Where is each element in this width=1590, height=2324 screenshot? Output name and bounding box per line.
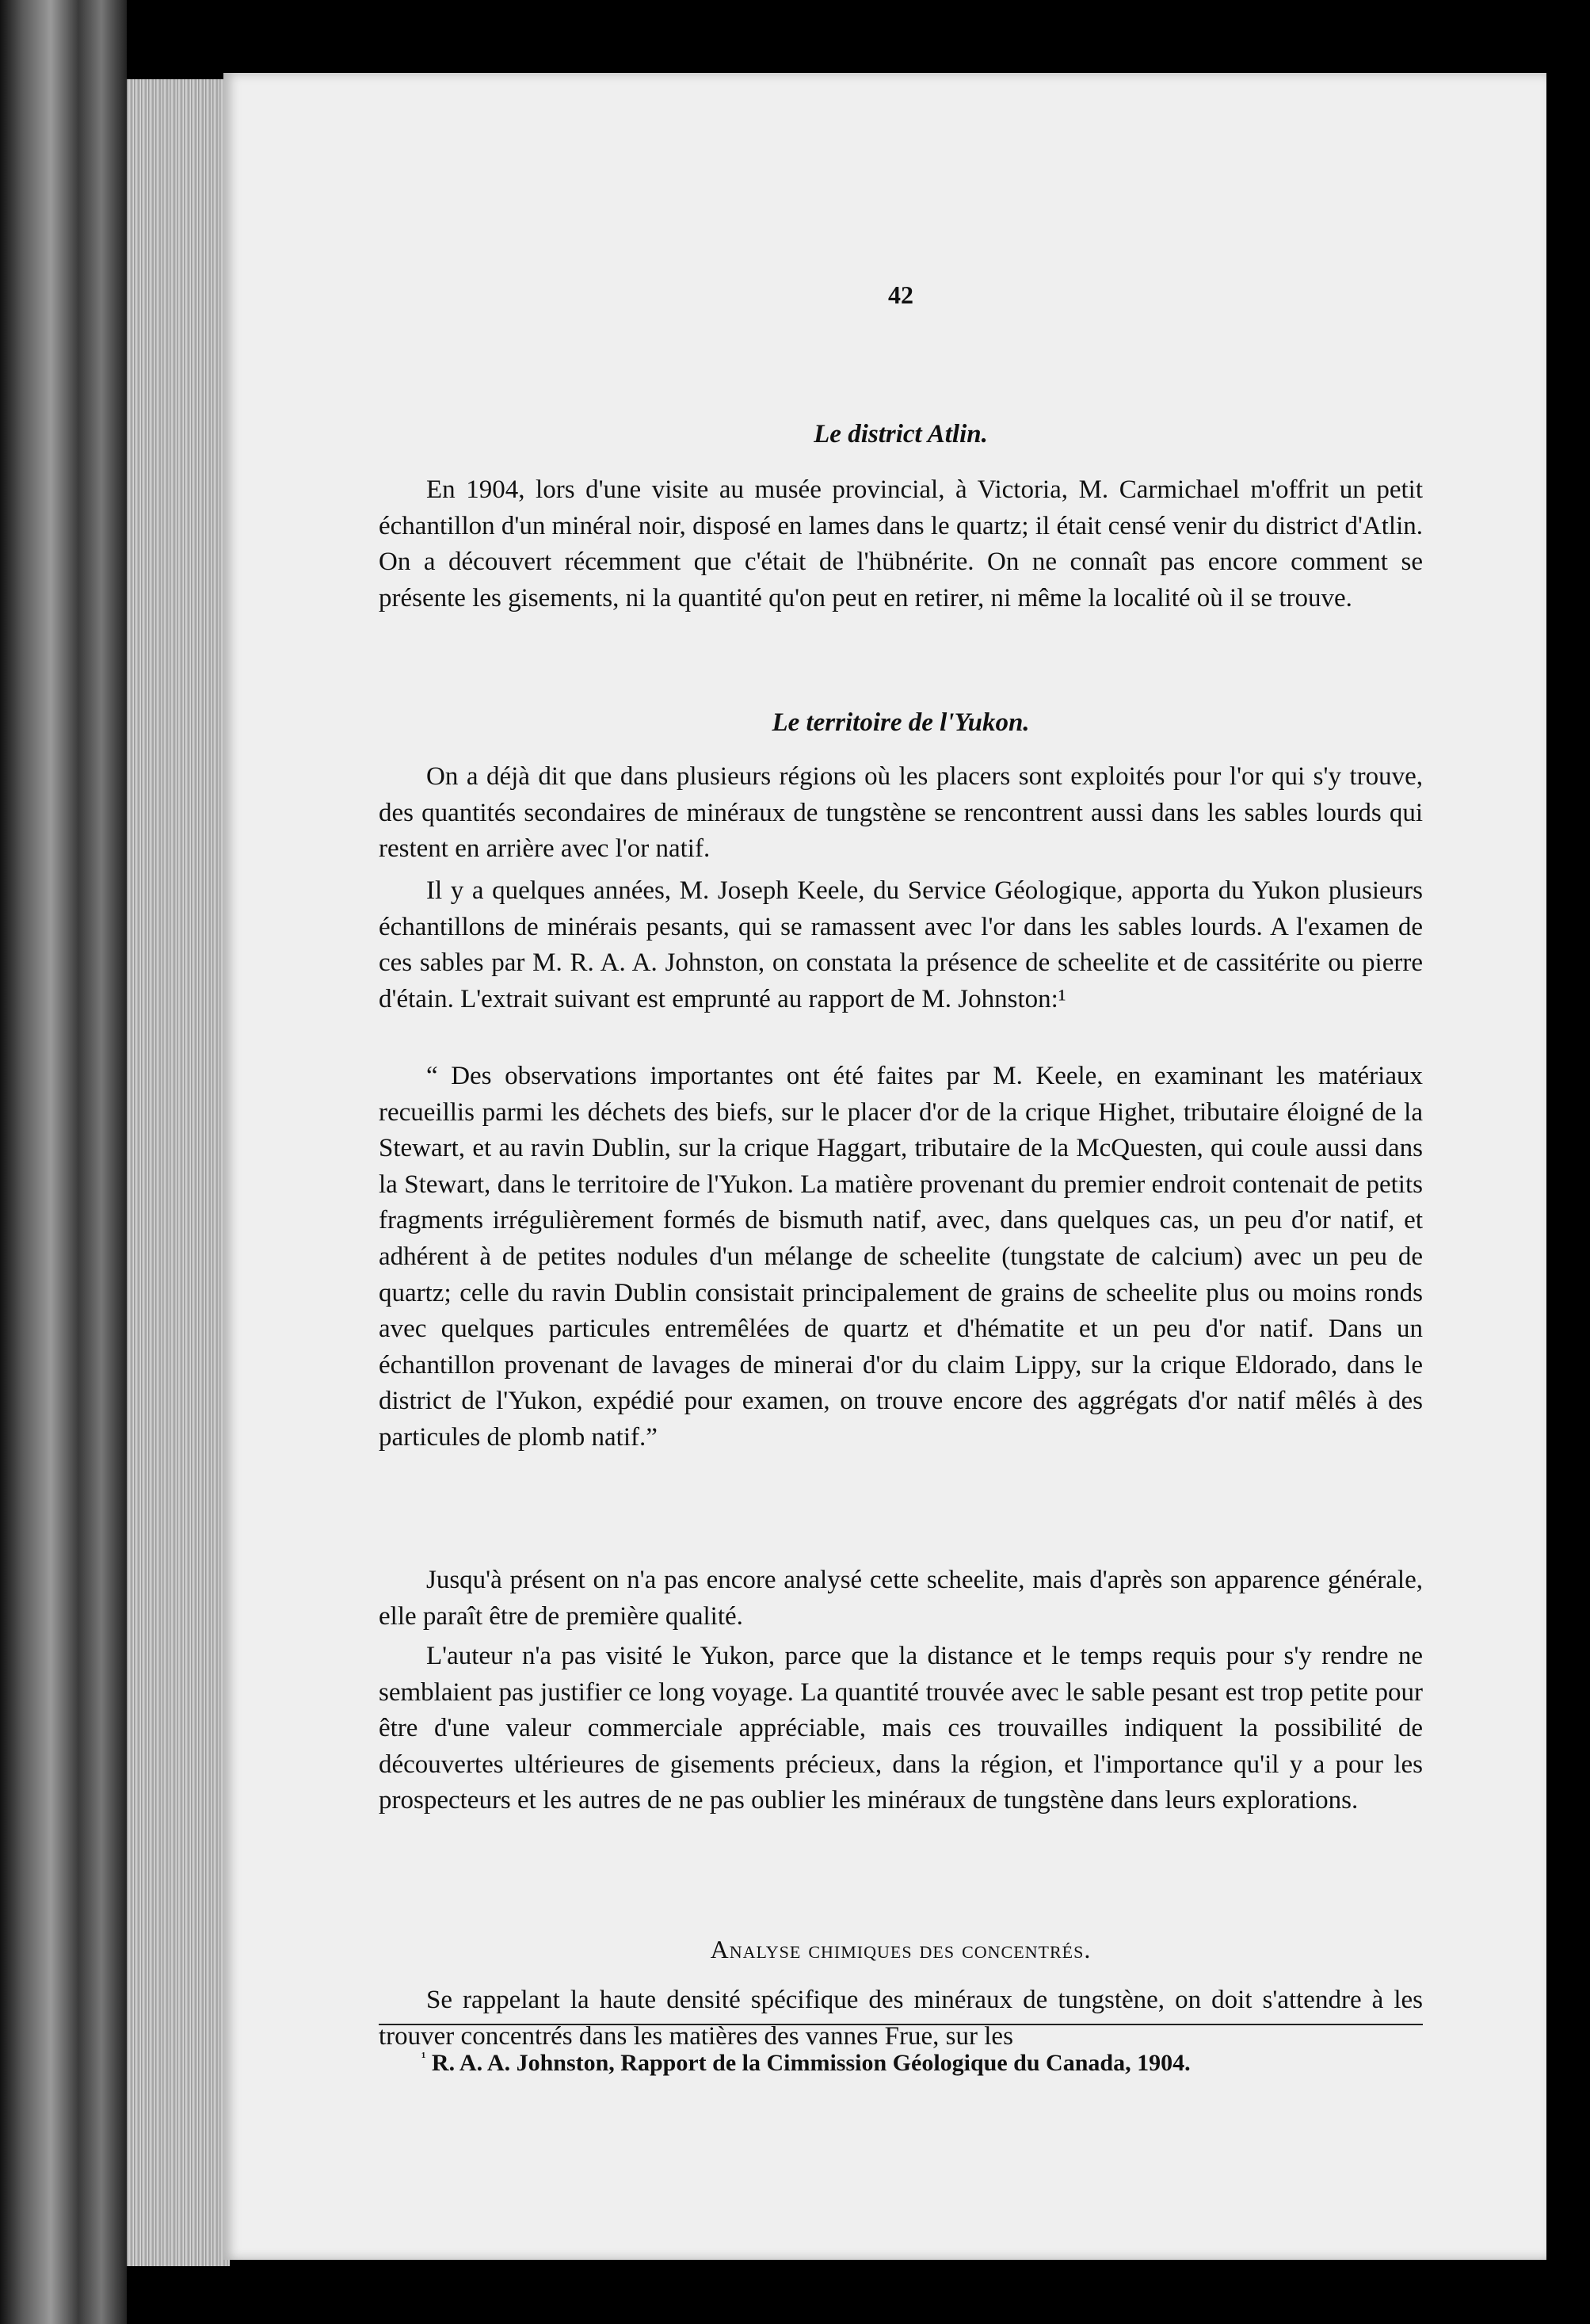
paragraph-yukon-5: L'auteur n'a pas visité le Yukon, parce que la distance et le temps requis pour s'y rendre ne semblaient pas justifier ce long voyage. La quantité trouvée avec le sable pesant est trop petite pour être d'une valeur commerciale appréciable, mais ces trouvailles indiquent la possibilité de découvertes ultérieures de gisements précieux, dans la région, et l'importance qu'il y a pour les prospecteurs et les autres de ne pas oublier les minéraux de tungstène dans leurs explorations. [379,1642,1423,1815]
paragraph-analyse: Se rappelant la haute densité spécifique des minéraux de tungstène, on doit s'attendre à les trouver concentrés dans les matières des vannes Frue, sur les [379,1986,1423,2051]
section-heading-yukon: Le territoire de l'Yukon. [772,708,1030,737]
paragraph-yukon-2: Il y a quelques années, M. Joseph Keele, du Service Géologique, apporta du Yukon plusieurs échantillons de minérais pesants, qui se ramassent avec l'or dans les sables lourds. A l'examen de ces sables par M. R. A. A. Johnston, on constata la présence de scheelite et de cassitérite ou pierre d'étain. L'extrait suivant est emprunté au rapport de M. Johnston:¹ [379,876,1423,1013]
book-binding-edge [0,0,127,2324]
page-number: 42 [888,280,913,309]
paragraph-yukon-1: On a déjà dit que dans plusieurs régions où les placers sont exploités pour l'or qui s'y trouve, des quantités secondaires de minéraux de tungstène se rencontrent aussi dans les sables lourds qui restent en arrière avec l'or natif. [379,762,1423,864]
book-page [223,73,1546,2260]
section-heading-analyse: Analyse chimiques des concentrés. [710,1935,1092,1963]
page-edges [127,79,230,2266]
paragraph-yukon-quote: “ Des observations importantes ont été faites par M. Keele, en examinant les matériaux recueillis parmi les déchets des biefs, sur le placer d'or de la crique Highet, tributaire éloigné de la Stewart, et au ravin Dublin, sur la crique Haggart, tributaire de la McQuesten, qui coule aussi dans la Stewart, dans le territoire de l'Yukon. La matière provenant du premier endroit contenait de petits fragments irrégulièrement formés de bismuth natif, avec, dans quelques cas, un peu d'or natif, et adhérent à de petites nodules d'un mélange de scheelite (tungstate de calcium) avec un peu de quartz; celle du ravin Dublin consistait principalement de grains de scheelite plus ou moins ronds avec quelques particules entremêlées de quartz et d'hématite et un peu d'or natif. Dans un échantillon provenant de lavages de minerai d'or du claim Lippy, sur la crique Eldorado, dans le district de l'Yukon, expédié pour examen, on trouve encore des aggrégats d'or natif mêlés à des particules de plomb natif.” [379,1062,1423,1452]
footnote-marker: ¹ [421,2049,426,2065]
paragraph-atlin: En 1904, lors d'une visite au musée provincial, à Victoria, M. Carmichael m'offrit un petit échantillon d'un minéral noir, disposé en lames dans le quartz; il était censé venir du district d'Atlin. On a découvert récemment que c'était de l'hübnérite. On ne connaît pas encore comment se présente les gisements, ni la quantité qu'on peut en retirer, ni même la localité où il se trouve. [379,475,1423,612]
footnote-text: R. A. A. Johnston, Rapport de la Cimmission Géologique du Canada, 1904. [431,2050,1191,2076]
footnote [421,2040,1404,2082]
footnote-rule [379,2024,1423,2025]
section-heading-atlin: Le district Atlin. [814,420,988,448]
paragraph-yukon-4: Jusqu'à présent on n'a pas encore analysé cette scheelite, mais d'après son apparence générale, elle paraît être de première qualité. [379,1566,1423,1631]
